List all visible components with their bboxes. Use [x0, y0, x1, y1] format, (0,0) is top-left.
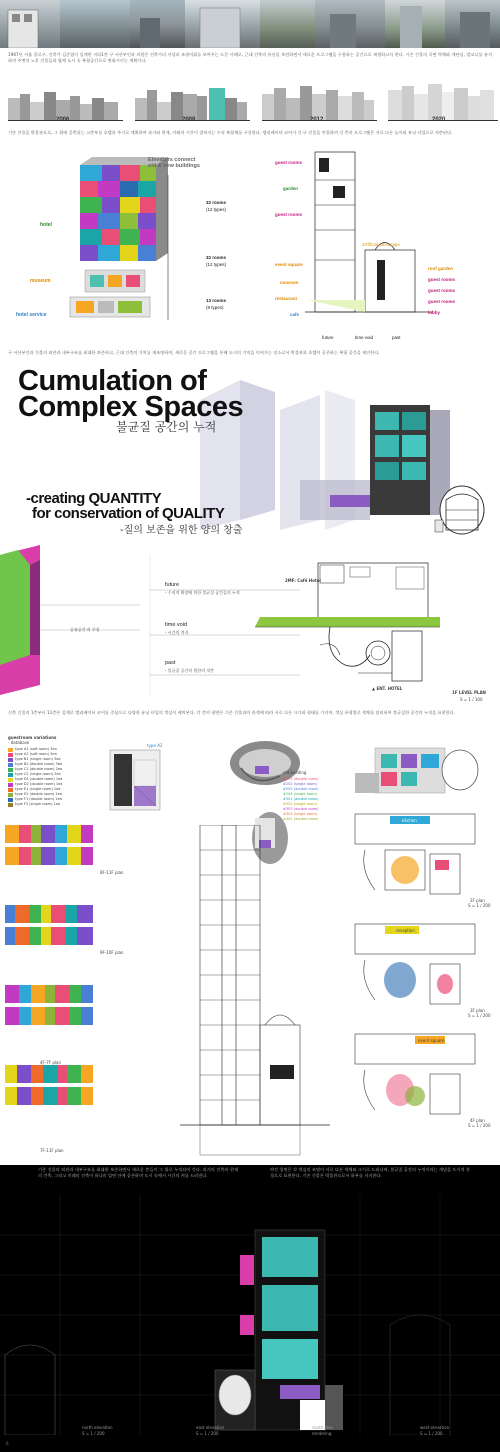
- elevation-scale-2: S = 1 / 200: [196, 1431, 219, 1436]
- section-bottom-timevoid: time void: [355, 335, 374, 340]
- plan-tag-1: kitchen: [402, 818, 417, 823]
- floor-plan-a: [5, 825, 93, 865]
- legend-label: type B1 (single room) 3ea: [15, 757, 61, 761]
- old-building-item: #202 (single room): [283, 782, 317, 786]
- plan-4f: [355, 1034, 475, 1114]
- floor-plan-c: [5, 985, 93, 1025]
- section-right-2: guest rooms: [428, 288, 456, 293]
- paragraph-4: 신축 건물의 1층부터 11층은 설계로 엘리베이터 코어를 중심으로 다양한 유닛 타입의 객실이 배치된다. 각 층의 평면은 기존 건물과의 관계에 따라 서로 다른 크기와 형태를 가지며, 객실 유형별로 색채를 달리하여 불균질한 공간의 누적을 표현한다.: [8, 710, 455, 715]
- room-type-render: [100, 740, 170, 820]
- timeline-2012: [262, 86, 377, 121]
- legend-swatch: [8, 793, 13, 797]
- plan-entrance: ▲ ENT. HOTEL: [372, 686, 403, 691]
- year-2006: 2006: [56, 117, 70, 123]
- section-label-0: guest rooms: [275, 160, 303, 165]
- legend-swatch: [8, 778, 13, 782]
- section-bottom-past: past: [392, 335, 401, 340]
- title-line-2: Complex Spaces: [18, 391, 244, 423]
- elevation-scale-4: S = 1 / 200: [420, 1431, 443, 1436]
- elevators-caption: Elevators connect old & new buildings: [148, 157, 200, 169]
- program-axonometric: [30, 155, 230, 330]
- subtitle-line-2: for conservation of QUALITY: [32, 505, 225, 522]
- floor-plans-right: [345, 810, 495, 1165]
- plan-2f: [355, 814, 475, 894]
- elevation-scale-1: S = 1 / 200: [82, 1431, 105, 1436]
- subtitle-line-1: -creating QUANTITY: [26, 490, 162, 507]
- old-building-item: #303 (double room): [283, 807, 319, 811]
- label-hotel: hotel: [40, 222, 52, 228]
- section-label-1: garden: [283, 186, 299, 191]
- rooms-3-count: 13 rooms: [206, 298, 227, 303]
- rooms-1-count: 32 rooms: [206, 200, 227, 205]
- section-right-0: roof garden: [428, 266, 454, 271]
- legend-label: type A2 (soft room) 3ea: [15, 752, 57, 756]
- legend-swatch: [8, 798, 13, 802]
- photo-strip: [0, 0, 500, 48]
- legend-item: [8, 802, 98, 807]
- diagram3-past-sub: - 불균질 공간의 원한의 적층: [165, 668, 215, 673]
- page-number: 6: [6, 1441, 9, 1446]
- elevation-name-2: east elevation: [196, 1425, 225, 1430]
- legend-swatch: [8, 748, 13, 752]
- legend-swatch: [8, 753, 13, 757]
- diagram3-future-sub: - 수직적 확장에 의한 불균질 공간들의 누적: [165, 590, 240, 595]
- legend-swatch: [8, 783, 13, 787]
- legend-label: type C2 (single room) 2ea: [15, 772, 61, 776]
- old-building-item: #301 (double room): [283, 797, 319, 801]
- section-label-4: museum: [280, 280, 299, 285]
- rooms-2-count: 32 rooms: [206, 255, 227, 260]
- legend-label: type D1 (double room) 1ea: [15, 777, 63, 781]
- elevation-name-4: west elevation: [420, 1425, 450, 1430]
- museum-block: [85, 270, 145, 292]
- legend-swatch: [8, 758, 13, 762]
- year-2012: 2012: [310, 117, 324, 123]
- subtitle-korean: -질의 보존을 위한 양의 창출: [120, 525, 243, 536]
- floor-plan-label-4: 7F-11F plan: [40, 1148, 64, 1153]
- plan-tag-2: reception: [396, 928, 415, 933]
- label-hotel-service: hotel service: [16, 312, 47, 318]
- section-bottom-future: future: [322, 335, 334, 340]
- year-2020: 2020: [432, 117, 446, 123]
- photo-buildings: [0, 0, 500, 48]
- floor-plan-label-2: 9F-10F plan: [100, 950, 124, 955]
- legend-subtitle: - database: [8, 740, 30, 745]
- building-render-small: [345, 728, 495, 808]
- plan-tag: 2MF: Café Hotel: [285, 578, 321, 583]
- legend-list: [8, 747, 98, 807]
- night-elevation-drawing: [0, 1195, 500, 1435]
- section-right-3: guest rooms: [428, 299, 456, 304]
- mid-paragraph: 구 서산부인과 건물의 외관과 내부구조를 최대한 보존하고, 근대 건축의 가치를 재조명하며, 새로운 공간 프로그램을 통해 도시의 기억을 이어가는 장소로서 박물관과 호텔이 공존하는 복합 공간을 제안한다.: [8, 350, 380, 355]
- plan-3f-label: 3F plan: [470, 1008, 485, 1013]
- floor-plan-label-3: 4F-7F plan: [40, 1060, 62, 1065]
- plan-label: 1F LEVEL PLAN: [452, 690, 486, 695]
- section-right-4: lobby: [428, 310, 440, 315]
- plan-scale: S = 1 / 100: [460, 697, 483, 702]
- old-building-list: [283, 777, 343, 822]
- section-label-3: event square: [275, 262, 303, 267]
- section-label-2: guest rooms: [275, 212, 303, 217]
- plan-4f-label: 4F plan: [470, 1118, 485, 1123]
- colored-floor-plans: [5, 825, 100, 1170]
- floor-plan-d: [5, 1065, 93, 1105]
- timeline-2020: [388, 84, 498, 121]
- plan-4f-scale: S = 1 / 200: [468, 1123, 491, 1128]
- type-label: type A2: [147, 743, 163, 748]
- legend-label: type F2 (single room) 1ea: [15, 802, 61, 806]
- legend-label: type E1 (single room) 1ea: [15, 787, 61, 791]
- old-building-title: old building: [283, 770, 307, 775]
- legend-label: type C1 (double room) 2ea: [15, 767, 63, 771]
- old-building-item: #203 (double room): [283, 787, 319, 791]
- night-paragraph-right: 야간 입면은 각 객실의 조명이 서로 다른 색채와 크기로 드러나며, 불균질 공간의 누적이라는 개념을 도시적 풍경으로 표현한다. 기존 건물은 박물관으로서 하부를 지지한다.: [270, 1167, 470, 1179]
- label-museum: museum: [30, 278, 51, 284]
- diagram3-timevoid: time void: [165, 622, 188, 628]
- legend-label: type F1 (double room) 1ea: [15, 797, 62, 801]
- plan-3f-scale: S = 1 / 200: [468, 1013, 491, 1018]
- legend-label: type D2 (double room) 1ea: [15, 782, 63, 786]
- intro-paragraph: 1967년 서울 종로구, 건축가 김중업이 설계한 지하1층 구 서산부인과 의원은 건축가의 사상과 조형어휘를 보여주는 드문 사례로, 근대 건축의 유산을 보전하면서 새로운 프로그램을 수용하는 공간으로 재생하고자 한다. 기존 건물의 곡면 벽체와 계단실, 발코니를 유지하며 주변의 노후 건물들과 함께 도시 속 복합공간으로 변화시키는 계획이다.: [8, 52, 492, 64]
- timeline-diagrams: [0, 80, 500, 125]
- old-building-item: #204 (single room): [283, 792, 317, 796]
- diagram3-past: past: [165, 660, 176, 666]
- hotel-service-block: [70, 297, 150, 317]
- hotel-blocks: [80, 157, 168, 261]
- elevation-scale-3: rendering: [312, 1431, 332, 1436]
- legend-label: type B2 (double room) 3ea: [15, 762, 63, 766]
- rooms-2-types: (12 types): [206, 262, 227, 267]
- legend-swatch: [8, 773, 13, 777]
- floor-plan-label-1: 8F-11F plan: [100, 870, 124, 875]
- long-section: [180, 825, 340, 1165]
- title-korean: 불균질 공간의 누적: [116, 420, 217, 434]
- legend-title: guestroom variations: [8, 735, 57, 740]
- floor-plan-b: [5, 905, 93, 945]
- plan-2f-label: 2F plan: [470, 898, 485, 903]
- legend-label: type E2 (double room) 1ea: [15, 792, 62, 796]
- section-label-5: restaurant: [275, 296, 298, 301]
- night-paragraph-left: 기존 건물의 외관과 내부구조를 최대한 보존하면서 새로운 층들이 그 위로 누적되어 간다. 과거의 건축과 현재의 건축, 그리고 미래의 건축이 하나의 입면 안에 공존하며 도시 속에서 시간의 켜를 드러낸다.: [38, 1167, 238, 1179]
- concept-paragraph: 기존 건물을 박물관으로, 그 위에 증축되는 고층부를 호텔과 주거로 계획하여 과거와 현재, 미래의 시간이 겹쳐지는 수직 복합체를 구성한다. 엘리베이터 코어가 신·구 건물을 연결하며 각 층의 프로그램은 서로 다른 높이와 유닛 타입으로 적층된다.: [8, 130, 453, 135]
- legend-swatch: [8, 763, 13, 767]
- section-note: artificial landscape: [362, 242, 400, 247]
- plan-tag-3: event square: [418, 1038, 445, 1043]
- time-layers-diagram: [0, 545, 500, 705]
- plan-3f: [355, 924, 475, 1004]
- elevation-name-1: north elevation: [82, 1425, 113, 1430]
- section-label-6: cafe: [290, 312, 300, 317]
- title-line-1: Cumulation of: [18, 365, 207, 397]
- diagram3-timevoid-sub: - 시간의 격자: [165, 630, 189, 635]
- old-building-item: #304 (single room): [283, 812, 317, 816]
- old-building-item: #201 (double room): [283, 777, 319, 781]
- rooms-1-types: (12 types): [206, 207, 227, 212]
- night-elevation-panel: [0, 1165, 500, 1452]
- legend-swatch: [8, 768, 13, 772]
- old-building-item: #401 (double room): [283, 817, 319, 821]
- elevation-name-3: south elev.: [312, 1425, 334, 1430]
- legend-swatch: [8, 788, 13, 792]
- plan-2f-scale: S = 1 / 200: [468, 903, 491, 908]
- old-building-item: #302 (single room): [283, 802, 317, 806]
- rooms-3-types: (9 types): [206, 305, 224, 310]
- section-right-1: guest rooms: [428, 277, 456, 282]
- diagram3-left-note: 공유공간 의 주설: [70, 627, 100, 632]
- diagram3-future: future: [165, 582, 180, 588]
- year-2008: 2008: [182, 117, 196, 123]
- legend-swatch: [8, 803, 13, 807]
- legend-label: type A1 (soft room) 3ea: [15, 747, 57, 751]
